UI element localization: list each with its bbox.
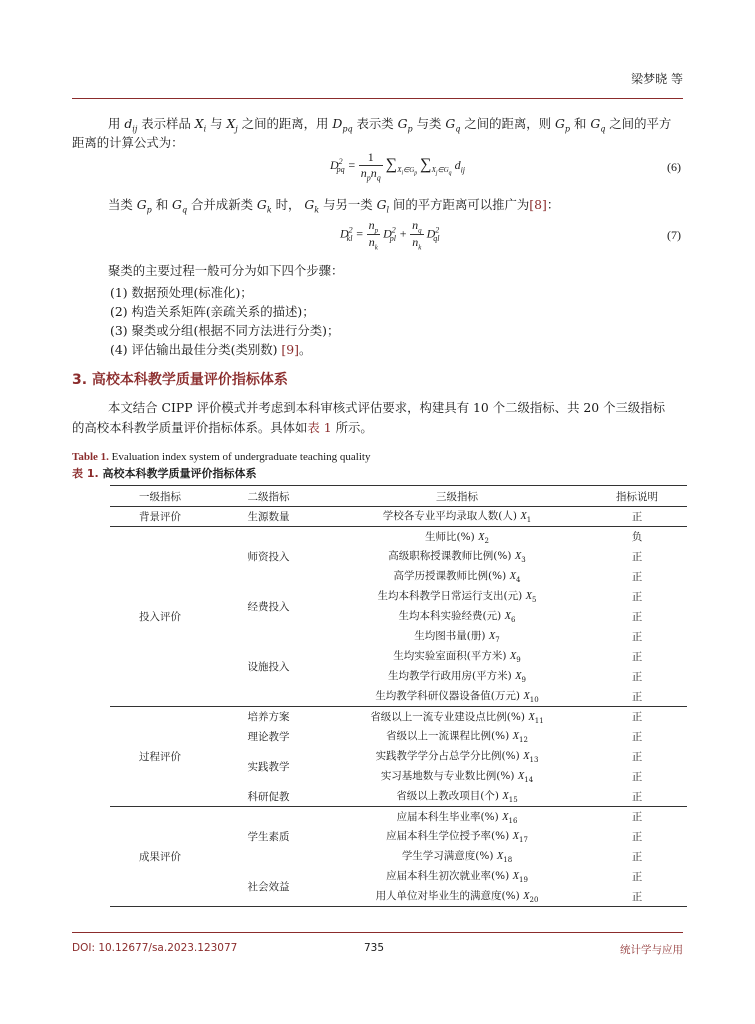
note-cell: 正 [631,711,643,724]
table-header: 指标说明 [587,486,687,507]
level2-cell: 社会效益 [210,867,327,907]
ref-9-link[interactable]: [9] [281,342,299,357]
note-cell: 正 [631,731,643,743]
note-cell: 正 [587,787,687,807]
level2-cell: 学生素质 [247,831,290,844]
note-cell: 正 [631,851,643,863]
level2-cell: 经费投入 [247,601,290,613]
ref-8-link[interactable]: [8] [529,197,547,212]
level3-cell: 省级以上一流专业建设点比例(%) $X_{11}$ [370,710,544,725]
table-header: 一级指标 [110,486,210,507]
table-row [110,707,687,727]
header-divider [72,98,683,99]
level3-cell: 生均实验室面积(平方米) $X_9$ [393,650,521,665]
note-cell: 正 [587,507,687,527]
section-title: 3. 高校本科教学质量评价指标体系 [72,372,288,388]
note-cell: 正 [631,751,643,763]
level3-cell: 应届本科生学位授予率(%) $X_{17}$ [386,830,528,845]
table-row [110,507,687,527]
note-cell: 正 [631,771,643,783]
note-cell: 正 [631,831,643,843]
footer-doi[interactable]: DOI: 10.12677/sa.2023.123077 [72,942,238,954]
level3-cell: 生均本科实验经费(元) $X_6$ [398,610,516,625]
level1-cell: 成果评价 [110,807,210,907]
table-row [110,807,687,827]
table-caption-zh: 表 1. 高校本科教学质量评价指标体系 [72,467,257,480]
paragraph-distance-cont: 距离的计算公式为： [72,135,184,150]
note-cell: 正 [631,611,643,623]
level3-cell: 生均教学科研仪器设备值(万元) $X_{10}$ [327,687,587,707]
level3-cell: 高级职称授课教师比例(%) $X_3$ [388,550,526,565]
paragraph-cipp-cont: 的高校本科教学质量评价指标体系。具体如表 1 所示。 [72,420,373,435]
level3-cell: 学生学习满意度(%) $X_{18}$ [401,850,513,865]
level1-cell: 过程评价 [110,707,210,807]
note-cell: 正 [631,871,643,883]
note-cell: 正 [631,571,643,583]
level3-cell: 实践教学学分占总学分比例(%) $X_{13}$ [375,750,539,765]
running-header-author: 梁梦晓 等 [631,72,683,86]
level2-cell: 师资投入 [247,551,290,564]
equation-7-number: (7) [667,228,681,242]
note-cell: 负 [631,531,643,544]
level2-cell: 科研促教 [210,787,327,807]
paragraph-distance-definition: 用 $d_{ij}$ 表示样品 $X_i$ 与 $X_j$ 之间的距离，用 $D_{pq}$ 表示类 $G_p$ 与类 $G_q$ 之间的距离，则 $G_p$ 和 $G_q$ 之间的平方 [108,116,672,134]
level2-cell: 设施投入 [210,627,327,707]
table-caption-en: Table 1. Evaluation index system of undergraduate teaching quality [72,451,371,463]
level3-cell: 生师比(%) $X_2$ [425,530,489,545]
level3-cell: 应届本科生初次就业率(%) $X_{19}$ [386,870,528,885]
level3-cell: 生均本科教学日常运行支出(元) $X_5$ [377,590,537,605]
table-header: 二级指标 [210,486,327,507]
note-cell: 正 [631,551,643,563]
level3-cell: 省级以上教改项目(个) $X_{15}$ [327,787,587,807]
step-item: (3) 聚类或分组(根据不同方法进行分类)； [110,323,340,338]
level3-cell: 生均图书量(册) $X_7$ [414,630,500,645]
table-row [110,527,687,547]
footer-divider [72,932,683,933]
footer-page-number: 735 [364,942,385,954]
note-cell: 正 [631,631,643,643]
level3-cell: 高学历授课教师比例(%) $X_4$ [393,570,521,585]
paragraph-cipp: 本文结合 CIPP 评价模式并考虑到本科审核式评估要求，构建具有 10 个二级指标、共 20 个三级指标 [108,400,666,415]
level3-cell: 实习基地数与专业数比例(%) $X_{14}$ [380,770,534,785]
level3-cell: 生均教学行政用房(平方米) $X_9$ [388,670,526,685]
note-cell: 正 [631,651,643,663]
step-item: (2) 构造关系矩阵(亲疏关系的描述)； [110,304,315,319]
table-1-link[interactable]: 表 1 [307,420,332,435]
footer-journal-name: 统计学与应用 [620,944,683,956]
step-item-last: (4) 评估输出最佳分类(类别数) [9]。 [110,342,312,357]
level2-cell: 培养方案 [247,711,290,724]
note-cell: 正 [631,811,643,824]
paragraph-merge-rule: 当类 $G_p$ 和 $G_q$ 合并成新类 $G_k$ 时， $G_k$ 与另一类 $G_l$ 间的平方距离可以推广为[8]： [108,197,560,215]
step-item: (1) 数据预处理(标准化)； [110,285,253,300]
level2-cell: 实践教学 [247,761,290,773]
note-cell: 正 [587,887,687,907]
level3-cell: 用人单位对毕业生的满意度(%) $X_{20}$ [327,887,587,907]
note-cell: 正 [587,687,687,707]
level3-cell: 省级以上一流课程比例(%) $X_{12}$ [386,730,528,745]
equation-7: $D^2_{kl}$ = $\frac{n_p}{n_k}$ $D^2_{pl}$ + $\frac{n_q}{n_k}$ $D^2_{ql}$ [340,218,440,252]
equation-6: $D^2_{pq}$ = $\frac{1}{n_pn_q}$ $\sum_{X_i\in G_p}$ $\sum_{X_j\in G_q}$ $d_{ij}$ [330,150,466,183]
steps-intro: 聚类的主要过程一般可分为如下四个步骤： [108,263,344,278]
level3-cell: 学校各专业平均录取人数(人) $X_1$ [327,507,587,527]
note-cell: 正 [631,671,643,683]
table-header: 三级指标 [327,486,587,507]
equation-6-number: (6) [667,160,681,174]
note-cell: 正 [631,591,643,603]
level3-cell: 应届本科生毕业率(%) $X_{16}$ [396,810,518,825]
level1-cell: 投入评价 [110,527,210,707]
level2-cell: 生源数量 [210,507,327,527]
level1-cell: 背景评价 [110,507,210,527]
level2-cell: 理论教学 [247,731,290,743]
evaluation-index-table [110,485,687,907]
